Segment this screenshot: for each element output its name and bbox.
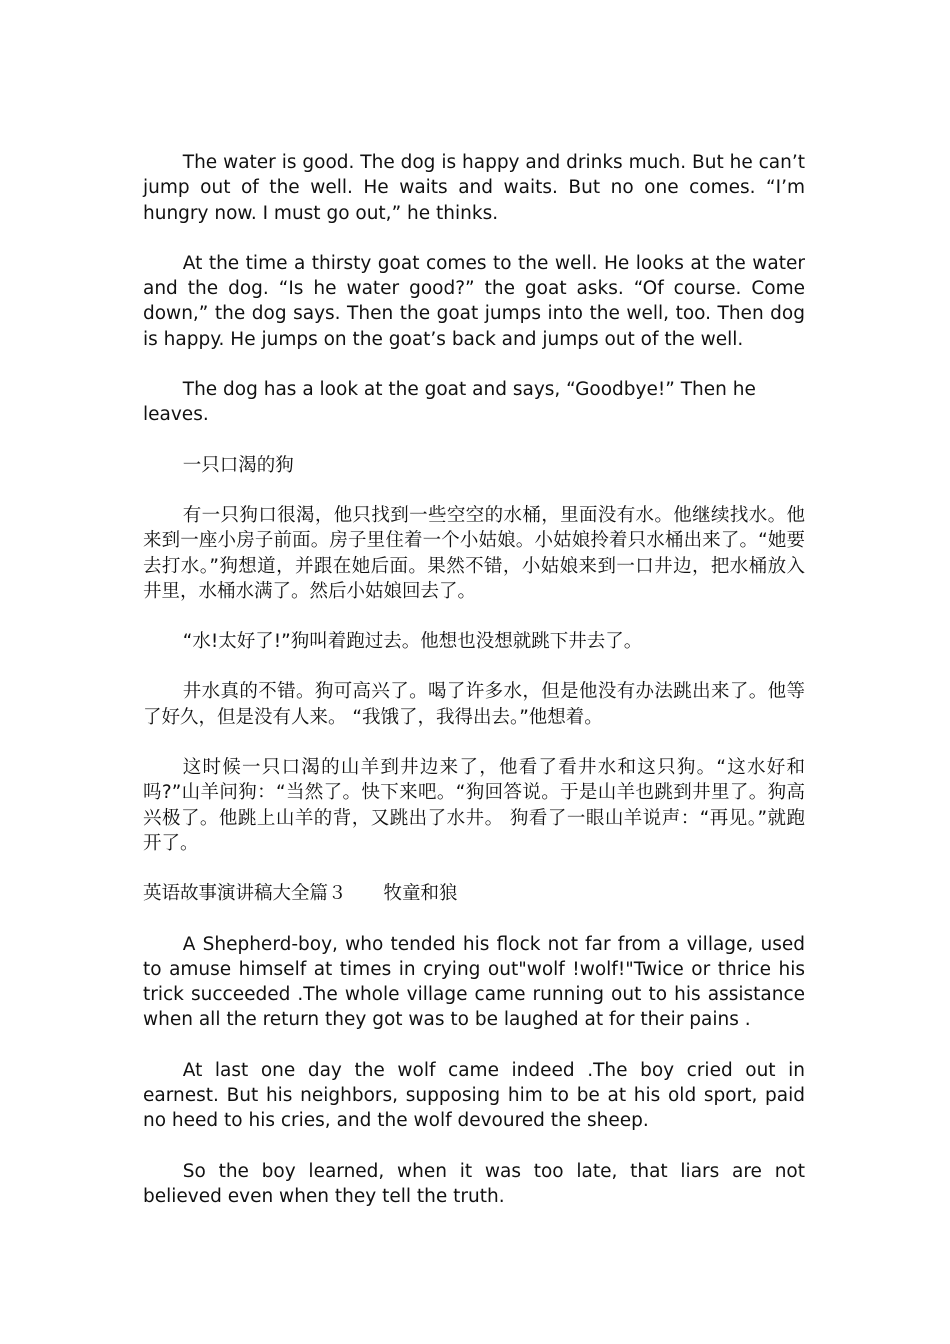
chinese-paragraph-4: 这时候一只口渴的山羊到井边来了，他看了看井水和这只狗。“这水好和吗?”山羊问狗：“当然了。快下来吧。“狗回答说。于是山羊也跳到井里了。狗高兴极了。他跳上山羊的背，又跳出了水井。 狗看了一眼山羊说声：“再见。”就跑开了。 [143, 757, 805, 854]
fable-paragraph-3: So the boy learned, when it was too late, that liars are not believed even when they tell the truth. [143, 1160, 805, 1207]
chinese-title: 一只口渴的狗 [182, 454, 294, 476]
section-heading: 英语故事演讲稿大全篇３ 牧童和狼 [143, 883, 458, 905]
chinese-paragraph-1: 有一只狗口很渴，他只找到一些空空的水桶，里面没有水。他继续找水。他来到一座小房子前面。房子里住着一个小姑娘。小姑娘拎着只水桶出来了。“她要去打水。”狗想道，并跟在她后面。果然不错，小姑娘来到一口井边，把水桶放入井里，水桶水满了。然后小姑娘回去了。 [143, 504, 805, 602]
fable-paragraph-2: At last one day the wolf came indeed .The boy cried out in earnest. But his neighbors, supposing him to be at his old sport, paid no heed to his cries, and the wolf devoured the sheep. [143, 1059, 805, 1132]
story-paragraph-1: The water is good. The dog is happy and drinks much. But he can’t jump out of the well. He waits and waits. But no one comes. “I’m hungry now. I must go out,” he thinks. [143, 152, 805, 224]
chinese-paragraph-2: “水!太好了!”狗叫着跑过去。他想也没想就跳下井去了。 [182, 631, 643, 653]
story-paragraph-3: The dog has a look at the goat and says, “Goodbye!” Then he leaves. [143, 379, 756, 426]
chinese-paragraph-3: 井水真的不错。狗可高兴了。喝了许多水，但是他没有办法跳出来了。他等了好久，但是没有人来。 “我饿了，我得出去。”他想着。 [143, 681, 805, 728]
fable-paragraph-1: A Shepherd-boy, who tended his flock not far from a village, used to amuse himself at times in crying out"wolf !wolf!"Twice or thrice his trick succeeded .The whole village came running out to his assistance when all the return they got was to be laughed at for their pains . [143, 933, 805, 1031]
story-paragraph-2: At the time a thirsty goat comes to the well. He looks at the water and the dog. “Is he water good?” the goat asks. “Of course. Come down,” the dog says. Then the goat jumps into the well, too. Then dog is happy. He jumps on the goat’s back and jumps out of the well. [143, 252, 805, 350]
document-page [143, 150, 805, 1234]
